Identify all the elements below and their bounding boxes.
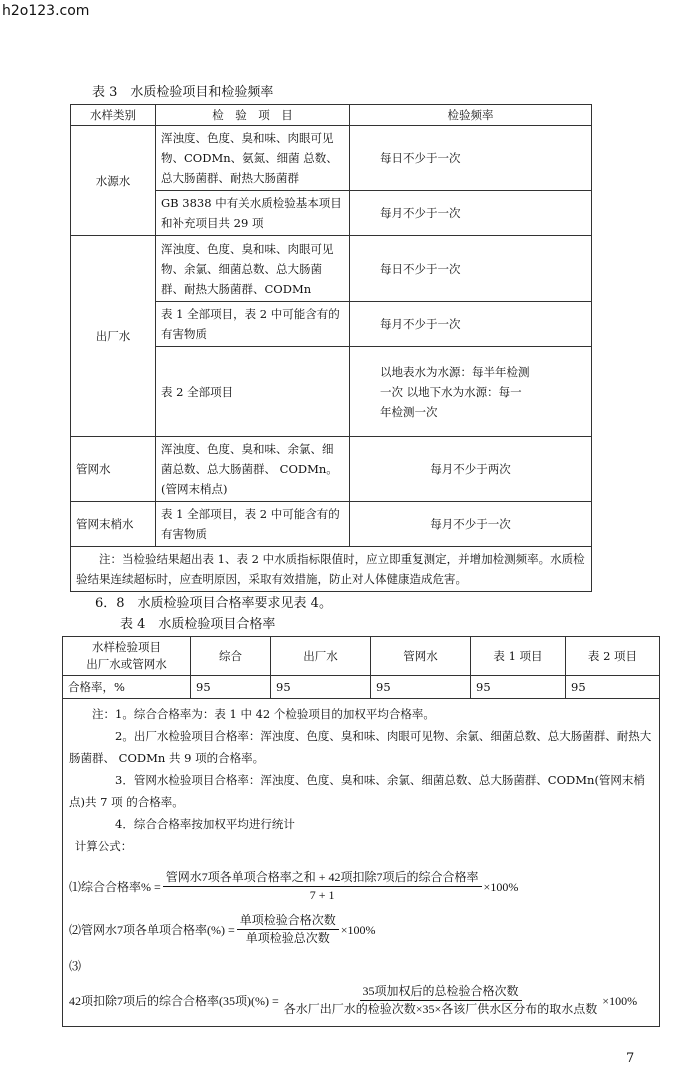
category-cell: 水源水 <box>71 126 156 236</box>
denominator: 各水厂出厂水的检验次数×35×各该厂供水区分布的取水点数 <box>283 1002 598 1016</box>
category-cell: 出厂水 <box>71 236 156 437</box>
denominator: 单项检验总次数 <box>245 931 330 945</box>
freq-cell: 以地表水为水源：每半年检测一次 以地下水为水源：每一年检测一次 <box>350 347 592 437</box>
header-cell: 检 验 项 目 <box>156 105 350 126</box>
items-cell: 表 1 全部项目，表 2 中可能含有的有害物质 <box>156 302 350 347</box>
category-cell: 管网水 <box>71 437 156 502</box>
page-number: 7 <box>626 1051 635 1066</box>
value-cell: 95 <box>471 676 566 699</box>
denominator: 7 + 1 <box>309 888 335 902</box>
table3 <box>70 104 592 592</box>
header-cell: 表 1 项目 <box>471 637 566 676</box>
category-cell: 管网末梢水 <box>71 502 156 547</box>
value-cell: 95 <box>271 676 371 699</box>
note-line: 计算公式： <box>74 839 133 853</box>
formula-label: ⑵管网水7项各单项合格率(%) = <box>69 922 235 937</box>
freq-cell: 每月不少于一次 <box>350 502 592 547</box>
fraction <box>281 983 601 1018</box>
header-cell: 管网水 <box>371 637 471 676</box>
freq-cell: 每日不少于一次 <box>350 236 592 302</box>
section-heading: 6．8 水质检验项目合格率要求见表 4。 <box>95 596 332 611</box>
formula-label: ⑴综合合格率% = <box>69 879 161 894</box>
formula-tail: ×100% <box>483 879 519 894</box>
note-line: 3．管网水检验项目合格率：浑浊度、色度、臭和味、余氯、细菌总数、总大肠菌群、CODMn(管网末梢点)共 7 项 的合格率。 <box>69 773 645 809</box>
header-line: 水样检验项目 <box>92 640 161 654</box>
items-cell: 表 2 全部项目 <box>156 347 350 437</box>
note-line: 2。出厂水检验项目合格率：浑浊度、色度、臭和味、肉眼可见物、余氯、细菌总数、总大肠菌群、耐热大肠菌群、 CODMn 共 9 项的合格率。 <box>69 729 652 765</box>
fraction <box>237 912 339 947</box>
header-cell: 水样类别 <box>71 105 156 126</box>
header-cell: 出厂水 <box>271 637 371 676</box>
items-cell: 浑浊度、色度、臭和味、肉眼可见物、CODMn、氨氮、细菌 总数、总大肠菌群、耐热大肠菌群 <box>156 126 350 191</box>
formula-3-marker: ⑶ <box>69 959 82 973</box>
note-line: 注：1。综合合格率为：表 1 中 42 个检验项目的加权平均合格率。 <box>92 707 435 721</box>
formula-tail: ×100% <box>602 993 638 1008</box>
items-cell: GB 3838 中有关水质检验基本项目和补充项目共 29 项 <box>156 191 350 236</box>
items-cell: 表 1 全部项目，表 2 中可能含有的有害物质 <box>156 502 350 547</box>
freq-cell: 每日不少于一次 <box>350 126 592 191</box>
freq-cell: 每月不少于两次 <box>350 437 592 502</box>
fraction <box>163 869 482 904</box>
value-cell: 95 <box>566 676 660 699</box>
formula-2 <box>69 912 653 947</box>
numerator: 管网水7项各单项合格率之和 + 42项扣除7项后的综合合格率 <box>163 869 482 887</box>
formula-3 <box>69 983 653 1018</box>
header-cell: 表 2 项目 <box>566 637 660 676</box>
site-watermark: h2o123.com <box>2 3 90 19</box>
table4-caption: 表 4 水质检验项目合格率 <box>120 617 276 632</box>
header-line: 出厂水或管网水 <box>86 657 167 671</box>
formula-1 <box>69 869 653 904</box>
value-cell: 95 <box>191 676 271 699</box>
header-cell <box>63 637 191 676</box>
table4-notes <box>63 699 660 1027</box>
note-line: 4．综合合格率按加权平均进行统计 <box>115 817 295 831</box>
table3-note: 注：当检验结果超出表 1、表 2 中水质指标限值时，应立即重复测定，并增加检测频率。水质检验结果连续超标时，应查明原因，采取有效措施，防止对人体健康造成危害。 <box>71 547 592 592</box>
formula-tail: ×100% <box>340 922 376 937</box>
formula-label: 42项扣除7项后的综合合格率(35项)(%) = <box>69 993 279 1008</box>
items-cell: 浑浊度、色度、臭和味、肉眼可见物、余氯、细菌总数、总大肠菌群、耐热大肠菌群、CODMn <box>156 236 350 302</box>
freq-cell: 每月不少于一次 <box>350 302 592 347</box>
table3-caption: 表 3 水质检验项目和检验频率 <box>92 85 274 100</box>
numerator: 单项检验合格次数 <box>237 912 339 930</box>
header-cell: 检验频率 <box>350 105 592 126</box>
items-cell: 浑浊度、色度、臭和味、余氯、细菌总数、总大肠菌群、 CODMn。(管网末梢点) <box>156 437 350 502</box>
row-label: 合格率，% <box>63 676 191 699</box>
numerator: 35项加权后的总检验合格次数 <box>360 983 522 1001</box>
freq-cell: 每月不少于一次 <box>350 191 592 236</box>
header-cell: 综合 <box>191 637 271 676</box>
value-cell: 95 <box>371 676 471 699</box>
table4 <box>62 636 660 1027</box>
